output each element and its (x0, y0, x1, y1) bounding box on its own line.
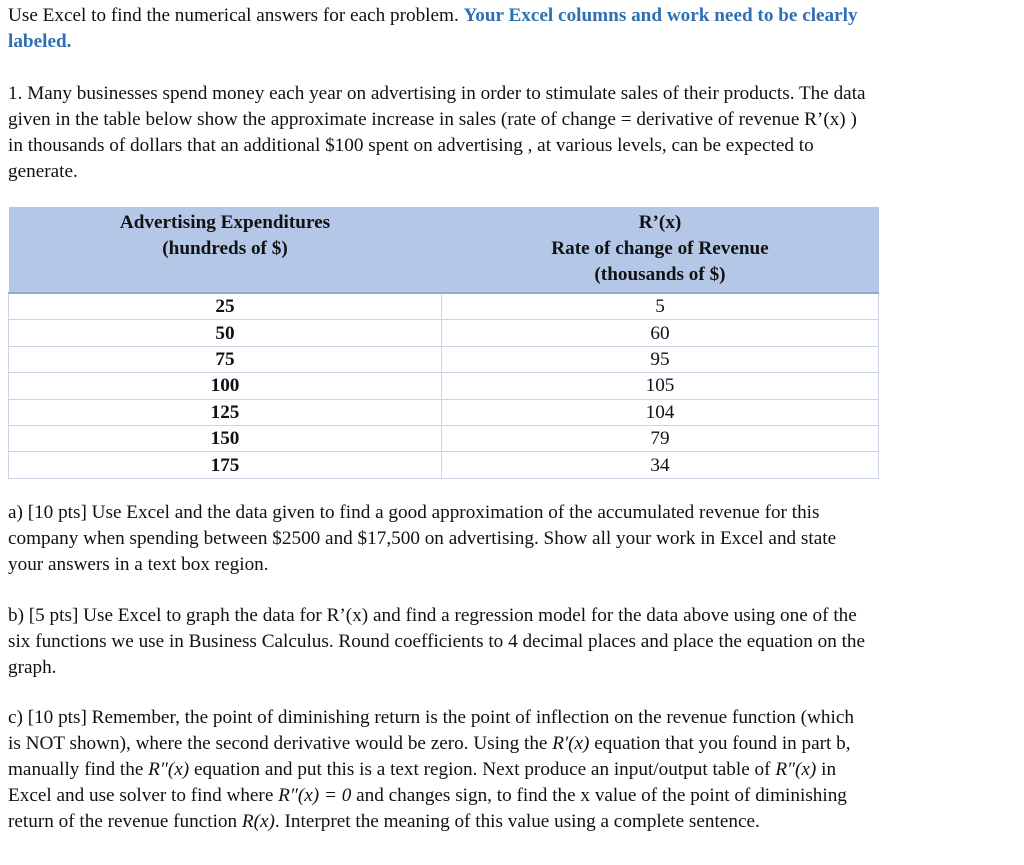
math-r-of-x: R(x) (241, 811, 275, 832)
part-c-question (8, 705, 1018, 835)
revenue-rate-cell: 79 (442, 425, 879, 451)
expenditure-cell: 75 (9, 346, 442, 372)
header-line: Advertising Expenditures (119, 212, 331, 233)
part-b-question (8, 603, 1018, 681)
part-c-line (8, 809, 1018, 835)
revenue-rate-cell: 60 (442, 320, 879, 346)
instructions-line-1 (8, 3, 1018, 29)
revenue-rate-cell: 104 (442, 399, 879, 425)
table-row (9, 452, 879, 478)
table-row (9, 320, 879, 346)
part-c-text: equation that you found in part b, (589, 733, 851, 754)
part-b-line: b) [5 pts] Use Excel to graph the data for R’(x) and find a regression model for the data above using one of the (8, 605, 857, 626)
part-c-text: return of the revenue function (8, 811, 242, 832)
instructions-emphasis-continued: labeled. (8, 31, 72, 52)
revenue-rate-cell: 105 (442, 373, 879, 399)
instructions-paragraph (8, 3, 1018, 55)
part-a-line: company when spending between $2500 and $17,500 on advertising. Show all your work in Excel and state (8, 528, 837, 549)
part-c-line (8, 757, 1018, 783)
part-c-text: manually find the (8, 759, 149, 780)
header-advertising-expenditures (9, 207, 442, 293)
table-row (9, 293, 879, 320)
problem-1-line: generate. (8, 161, 78, 182)
math-r-double-prime: R″(x) (148, 759, 190, 780)
part-c-text: Excel and use solver to find where (8, 785, 279, 806)
advertising-revenue-table (8, 207, 879, 479)
part-c-text: . Interpret the meaning of this value using a complete sentence. (274, 811, 760, 832)
part-c-line (8, 731, 1018, 757)
revenue-rate-cell: 34 (442, 452, 879, 478)
part-a-question (8, 500, 1018, 578)
expenditure-cell: 150 (9, 425, 442, 451)
instructions-emphasis: Your Excel columns and work need to be clearly (463, 5, 858, 26)
revenue-rate-cell: 95 (442, 346, 879, 372)
part-a-line: a) [10 pts] Use Excel and the data given to find a good approximation of the accumulated revenue for this (8, 502, 820, 523)
header-rate-of-change-revenue (442, 207, 879, 293)
table-row (9, 373, 879, 399)
part-c-text: and changes sign, to find the x value of the point of diminishing (351, 785, 847, 806)
expenditure-cell: 50 (9, 320, 442, 346)
revenue-rate-cell: 5 (442, 293, 879, 320)
header-line: (thousands of $) (594, 264, 726, 285)
part-c-line: c) [10 pts] Remember, the point of diminishing return is the point of inflection on the revenue function (which (8, 707, 854, 728)
table-header-row (9, 207, 879, 293)
problem-1-line: given in the table below show the approximate increase in sales (rate of change = derivative of revenue R’(x) ) (8, 109, 857, 130)
expenditure-cell: 175 (9, 452, 442, 478)
part-b-line: six functions we use in Business Calculus. Round coefficients to 4 decimal places and place the equation on the (8, 631, 866, 652)
part-c-text: equation and put this is a text region. Next produce an input/output table of (189, 759, 776, 780)
expenditure-cell: 25 (9, 293, 442, 320)
instructions-text: Use Excel to find the numerical answers for each problem. (8, 5, 464, 26)
problem-1-line: in thousands of dollars that an additional $100 spent on advertising , at various levels, can be expected to (8, 135, 814, 156)
part-b-line: graph. (8, 657, 57, 678)
part-c-line (8, 783, 1018, 809)
part-a-line: your answers in a text box region. (8, 554, 269, 575)
expenditure-cell: 125 (9, 399, 442, 425)
math-r-double-prime-zero: R″(x) = 0 (278, 785, 352, 806)
part-c-text: in (816, 759, 837, 780)
header-line: Rate of change of Revenue (551, 238, 769, 259)
table-row (9, 399, 879, 425)
header-line: (hundreds of $) (162, 238, 288, 259)
part-c-text: is NOT shown), where the second derivative would be zero. Using the (8, 733, 553, 754)
math-r-double-prime: R″(x) (775, 759, 817, 780)
header-line: R’(x) (638, 212, 682, 233)
expenditure-cell: 100 (9, 373, 442, 399)
problem-1-statement (8, 81, 1018, 185)
math-r-prime: R′(x) (552, 733, 590, 754)
table-row (9, 346, 879, 372)
table-row (9, 425, 879, 451)
problem-1-line: 1. Many businesses spend money each year on advertising in order to stimulate sales of their products. The data (8, 83, 866, 104)
